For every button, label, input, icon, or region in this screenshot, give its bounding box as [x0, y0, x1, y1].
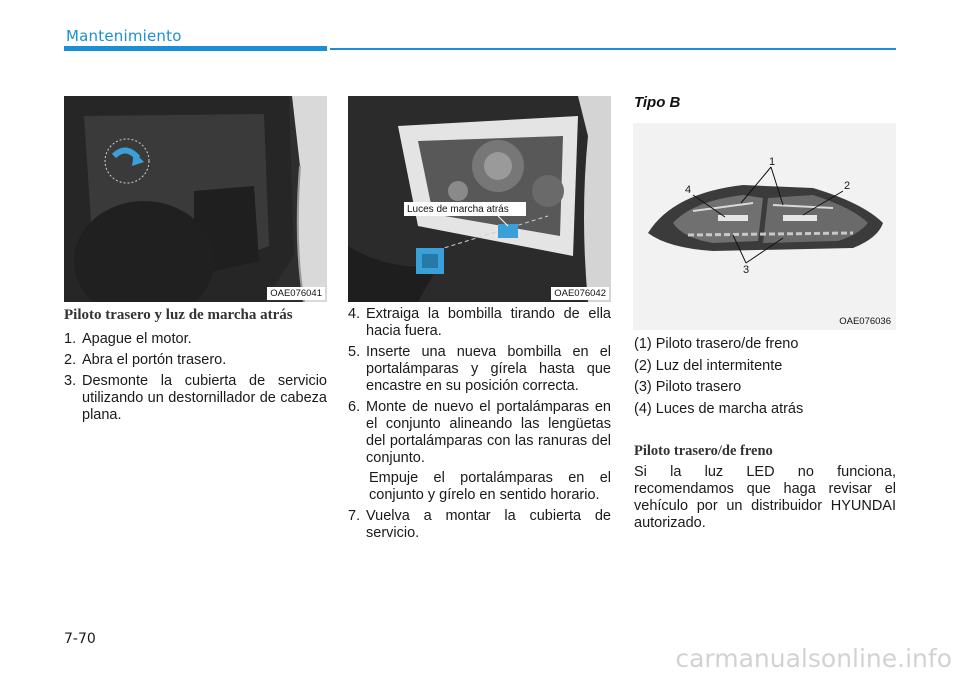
tail-lamp-legend: [634, 336, 803, 422]
section-title: Mantenimiento: [66, 27, 182, 45]
list-item: 2. Abra el portón trasero.: [64, 352, 227, 368]
legend-item: (3) Piloto trasero: [634, 379, 742, 395]
list-item: 6. Monte de nuevo el portalámparas en el conjunto alineando las lengüetas del portalámparas con las ranuras del conjunto.: [348, 399, 611, 466]
callout-1: 1: [769, 156, 776, 168]
tail-lamp-diagram: [633, 123, 896, 330]
legend-item: (4) Luces de marcha atrás: [634, 400, 804, 417]
header-rule-thick: [64, 46, 327, 51]
list-item: 1. Apague el motor.: [64, 331, 192, 347]
figure-code: OAE076042: [551, 287, 609, 300]
type-b-heading: Tipo B: [634, 94, 681, 111]
figure-code: OAE076036: [836, 315, 894, 328]
column1-steps: [64, 331, 327, 428]
figure-service-cover: [64, 96, 327, 302]
list-item: 7. Vuelva a montar la cubierta de servicio.: [348, 508, 611, 541]
column3-subheading: Piloto trasero/de freno: [634, 443, 773, 459]
page-number: 7-70: [64, 631, 96, 647]
legend-item: (1) Piloto trasero/de freno: [634, 336, 799, 352]
watermark: carmanualsonline.info: [675, 644, 952, 673]
list-item: 5. Inserte una nueva bombilla en el portalámparas y gírela hasta que encastre en su posición correcta.: [348, 344, 611, 394]
callout-4: 4: [685, 184, 692, 196]
service-cover-photo: [64, 96, 327, 302]
header-rule-thin: [330, 48, 896, 50]
legend-item: (2) Luz del intermitente: [634, 357, 783, 374]
figure-code: OAE076041: [267, 287, 325, 300]
list-item-note: Empuje el portalámparas en el conjunto y gírelo en sentido horario.: [369, 470, 611, 503]
figure-bulb-holder: [348, 96, 611, 302]
column1-heading: Piloto trasero y luz de marcha atrás: [64, 307, 293, 323]
figure-callout-label: Luces de marcha atrás: [407, 204, 509, 215]
figure-tail-lamp: [633, 123, 896, 330]
callout-3: 3: [743, 264, 750, 276]
column3-paragraph: Si la luz LED no funciona, recomendamos que haga revisar el vehículo por un distribuidor HYUNDAI autorizado.: [634, 464, 896, 531]
list-item: 4. Extraiga la bombilla tirando de ella hacia fuera.: [348, 306, 611, 339]
callout-2: 2: [844, 180, 851, 192]
list-item: 3. Desmonte la cubierta de servicio utilizando un destornillador de cabeza plana.: [64, 373, 327, 423]
bulb-holder-photo: [348, 96, 611, 302]
column2-steps: [348, 306, 611, 546]
